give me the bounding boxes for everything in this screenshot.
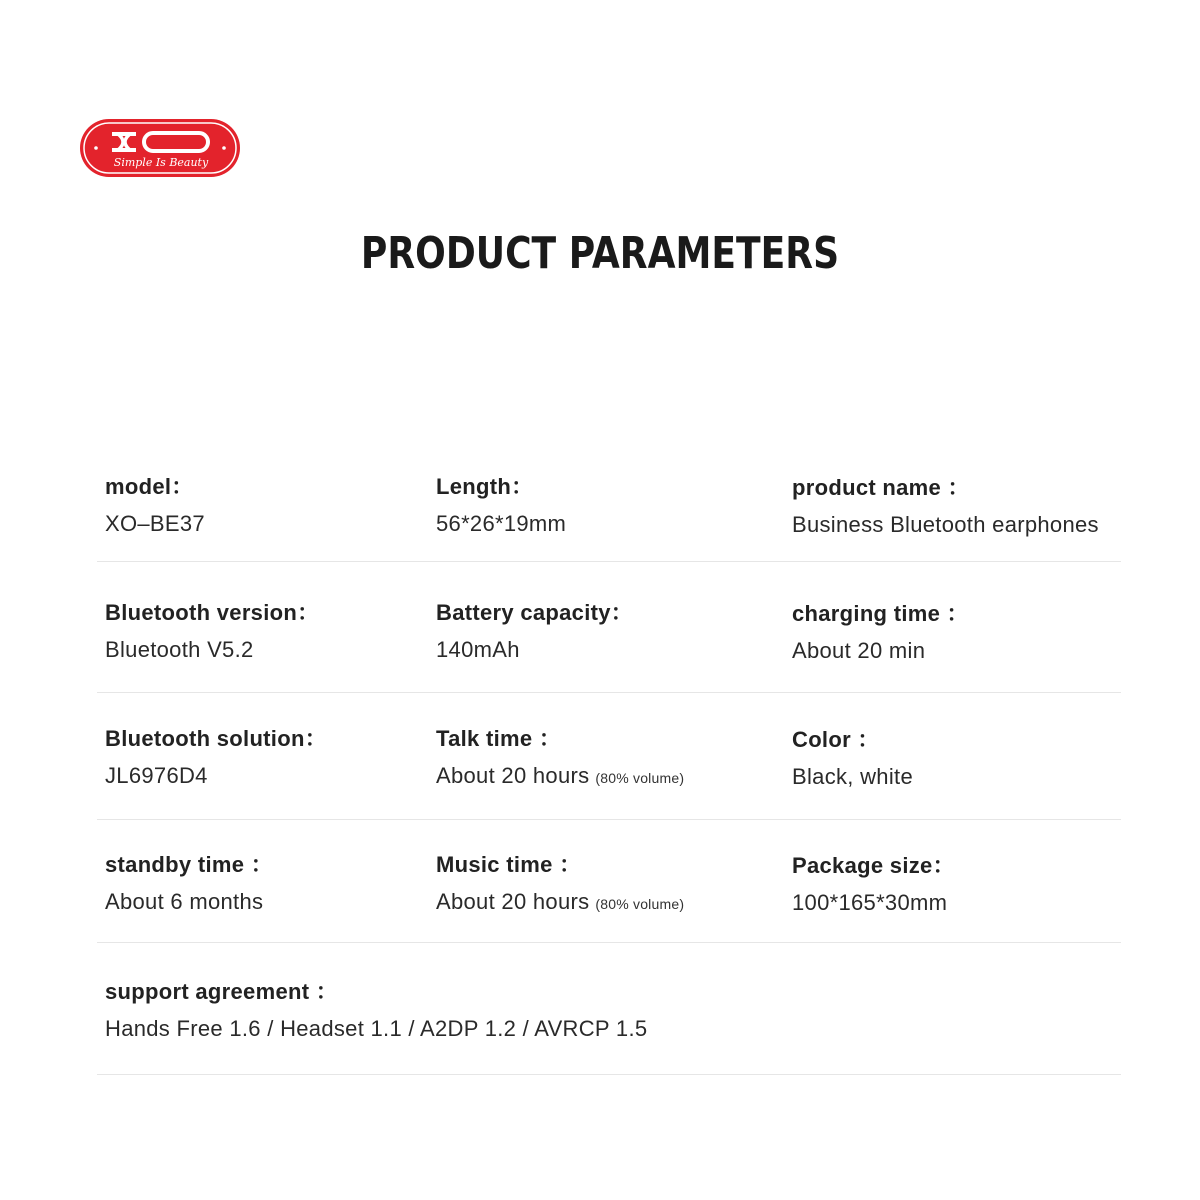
param-length (436, 470, 567, 536)
param-music-time (436, 848, 685, 914)
param-charging-time (792, 597, 969, 663)
param-value: About 20 min (792, 638, 926, 663)
param-row (97, 722, 1121, 820)
param-value: About 6 months (105, 889, 264, 914)
param-label: Talk time ： (436, 726, 562, 751)
param-model (105, 470, 205, 536)
param-value (436, 763, 684, 789)
param-value: JL6976D4 (105, 763, 208, 788)
param-value: XO–BE37 (105, 511, 205, 536)
param-label: standby time ： (105, 852, 274, 877)
param-label: charging time ： (792, 601, 969, 626)
param-value: 100*165*30mm (792, 890, 948, 915)
param-note: (80% volume) (595, 896, 685, 912)
param-label: Length： (436, 474, 534, 499)
param-row (97, 848, 1121, 943)
param-bluetooth-solution (105, 722, 327, 788)
param-value: Business Bluetooth earphones (792, 512, 1099, 537)
param-value: 56*26*19mm (436, 511, 567, 536)
param-label: Package size： (792, 853, 955, 878)
param-value-text: About 20 hours (436, 763, 590, 788)
logo-tagline: Simple Is Beauty (113, 156, 209, 169)
param-value: Black, white (792, 764, 913, 789)
param-support-agreement (105, 975, 648, 1041)
param-value (436, 889, 684, 915)
param-label: Bluetooth version： (105, 600, 320, 625)
param-label: Battery capacity： (436, 600, 634, 625)
param-row (97, 470, 1121, 562)
param-package-size (792, 849, 955, 915)
param-label: Bluetooth solution： (105, 726, 327, 751)
param-battery-capacity (436, 596, 634, 662)
param-talk-time (436, 722, 685, 788)
param-row (97, 596, 1121, 693)
param-label: Music time ： (436, 852, 582, 877)
param-label: support agreement ： (105, 979, 339, 1004)
xo-logo (78, 117, 242, 179)
param-value: 140mAh (436, 637, 520, 662)
param-color (792, 723, 913, 789)
param-value: Hands Free 1.6 / Headset 1.1 / A2DP 1.2 / AVRCP 1.5 (105, 1016, 648, 1041)
param-label: model： (105, 474, 194, 499)
param-product-name (792, 471, 1099, 537)
param-row (97, 975, 1121, 1075)
page-title: PRODUCT PARAMETERS (360, 228, 840, 279)
param-value-text: About 20 hours (436, 889, 590, 914)
param-note: (80% volume) (595, 770, 685, 786)
param-standby-time (105, 848, 274, 914)
param-label: Color ： (792, 727, 880, 752)
param-label: product name ： (792, 475, 970, 500)
param-value: Bluetooth V5.2 (105, 637, 254, 662)
param-bluetooth-version (105, 596, 320, 662)
